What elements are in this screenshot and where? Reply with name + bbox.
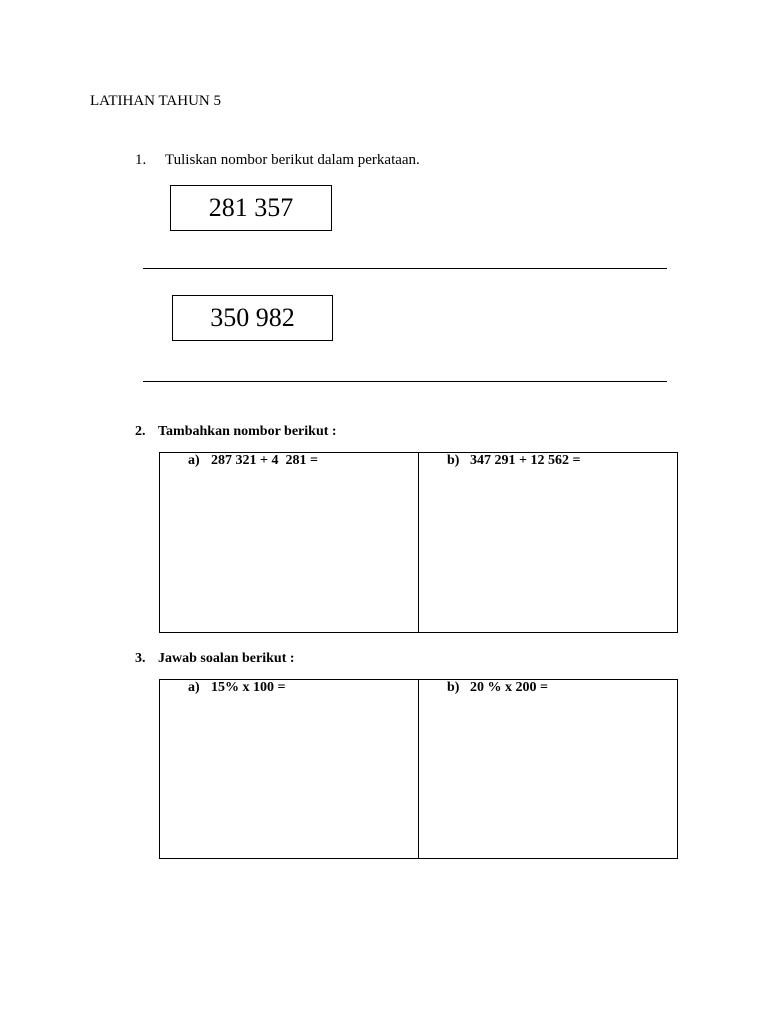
question-3-answer-grid <box>159 679 678 859</box>
question-2b <box>447 453 580 469</box>
question-1-number: 1. <box>135 152 147 168</box>
answer-line-1[interactable] <box>143 268 667 269</box>
question-2a <box>188 453 318 469</box>
question-2-heading <box>135 424 337 440</box>
answer-cell-3a[interactable] <box>160 680 419 858</box>
question-2a-text: 287 321 + 4 281 = <box>211 453 318 468</box>
question-3b-text: 20 % x 200 = <box>470 680 548 695</box>
question-3b <box>447 680 548 696</box>
question-3a-text: 15% x 100 = <box>211 680 286 695</box>
number-box-1: 281 357 <box>170 185 332 231</box>
question-3-text: Jawab soalan berikut : <box>158 651 295 666</box>
question-2-text: Tambahkan nombor berikut : <box>158 424 337 439</box>
question-1-instruction: Tuliskan nombor berikut dalam perkataan. <box>165 152 420 168</box>
question-3b-label: b) <box>447 680 460 695</box>
number-box-2: 350 982 <box>172 295 333 341</box>
answer-cell-2b[interactable] <box>419 453 677 632</box>
question-2b-label: b) <box>447 453 460 468</box>
answer-line-2[interactable] <box>143 381 667 382</box>
answer-cell-2a[interactable] <box>160 453 419 632</box>
worksheet-title: LATIHAN TAHUN 5 <box>90 93 222 109</box>
question-2a-label: a) <box>188 453 200 468</box>
question-2-number: 2. <box>135 424 146 439</box>
answer-cell-3b[interactable] <box>419 680 677 858</box>
question-3a <box>188 680 285 696</box>
question-3a-label: a) <box>188 680 200 695</box>
question-2-answer-grid <box>159 452 678 633</box>
question-3-number: 3. <box>135 651 146 666</box>
question-3-heading <box>135 651 295 667</box>
question-2b-text: 347 291 + 12 562 = <box>470 453 581 468</box>
